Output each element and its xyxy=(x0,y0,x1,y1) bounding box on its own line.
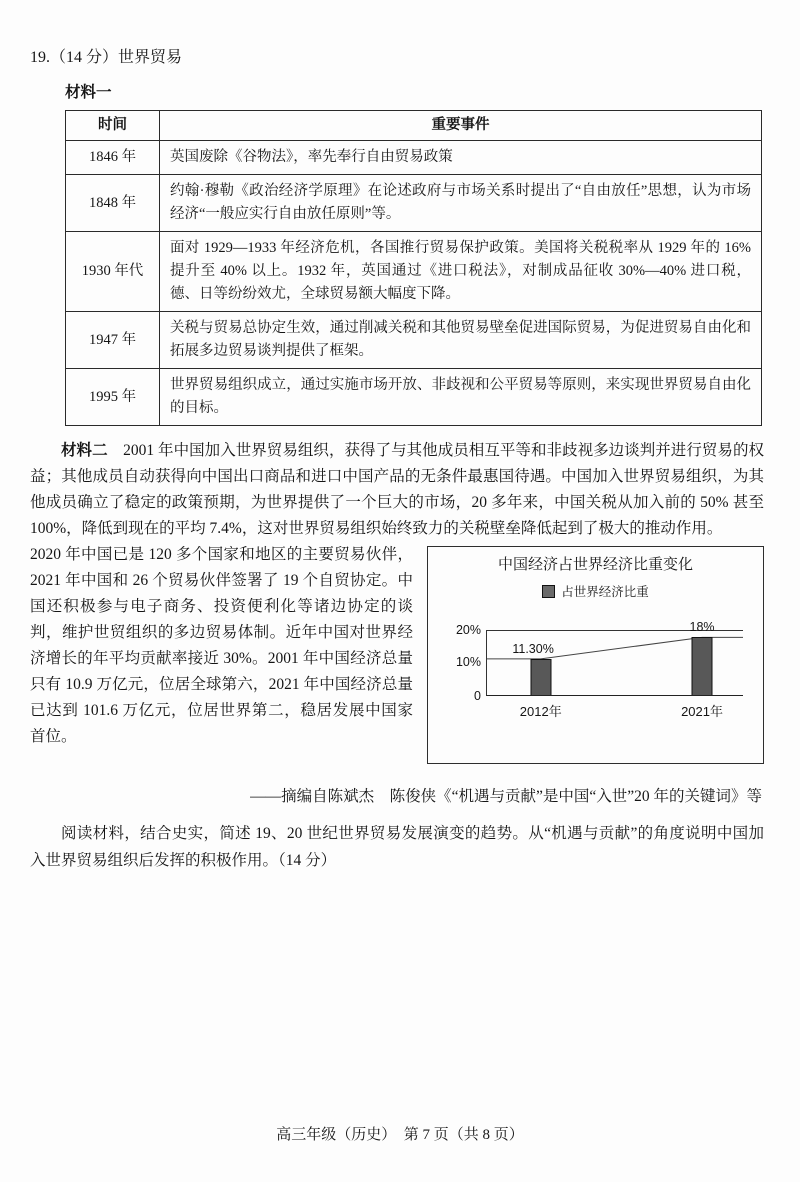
y-axis-tick: 20% xyxy=(455,623,481,637)
material-two-label: 材料二 xyxy=(61,442,108,459)
x-axis-label: 2012年 xyxy=(519,704,562,719)
bar-value-label: 18% xyxy=(689,620,715,635)
bar-2012 xyxy=(530,659,551,695)
table-row xyxy=(66,312,762,369)
source-attribution: ——摘编自陈斌杰 陈俊侠《“机遇与贡献”是中国“入世”20 年的关键词》等 xyxy=(250,788,762,805)
table-row xyxy=(66,232,762,312)
y-axis-tick: 10% xyxy=(455,655,481,669)
chart-legend xyxy=(442,582,749,600)
time-cell: 1995 年 xyxy=(66,369,160,426)
time-cell: 1848 年 xyxy=(66,175,160,232)
time-cell: 1947 年 xyxy=(66,312,160,369)
x-axis-label: 2021年 xyxy=(681,704,723,719)
table-header-row xyxy=(66,111,762,141)
chart-plot-area xyxy=(455,620,743,719)
table-row xyxy=(66,369,762,426)
question-header: 19.（14 分）世界贸易 xyxy=(30,49,183,66)
material-two-paragraph-1 xyxy=(30,438,764,542)
bar-2021 xyxy=(692,637,713,695)
event-cell: 英国废除《谷物法》，率先奉行自由贸易政策 xyxy=(160,141,762,175)
material-two-flow xyxy=(30,542,764,770)
bar-value-label: 11.30% xyxy=(512,641,554,656)
y-axis-tick: 0 xyxy=(474,689,481,703)
material-one-label: 材料一 xyxy=(65,84,112,101)
table-header-time: 时间 xyxy=(66,111,160,141)
table-row xyxy=(66,175,762,232)
material-two-paragraph-2: 2020 年中国已是 120 多个国家和地区的主要贸易伙伴，2021 年中国和 26 个贸易伙伴签署了 19 个自贸协定。中国还积极参与电子商务、投资便利化等诸边协定的谈判，维护世贸组织的多边贸易体制。近年中国对世界经济增长的年平均贡献率接近 30%。2001 年中国经济总量只有 10.9 万亿元，位居全球第六，2021 年中国经济总量已达到 101.6 万亿元，位居世界第二，稳居发展中国家首位。 xyxy=(30,546,413,745)
page-footer: 高三年级（历史） 第 7 页（共 8 页） xyxy=(276,1127,524,1143)
time-cell: 1846 年 xyxy=(66,141,160,175)
question-text: 阅读材料，结合史实，简述 19、20 世纪世界贸易发展演变的趋势。从“机遇与贡献”的角度说明中国加入世界贸易组织后发挥的积极作用。（14 分） xyxy=(30,825,764,869)
table-row xyxy=(66,141,762,175)
legend-label: 占世界经济比重 xyxy=(561,585,649,599)
event-cell: 约翰·穆勒《政治经济学原理》在论述政府与市场关系时提出了“自由放任”思想，认为市场经济“一般应实行自由放任原则”等。 xyxy=(160,175,762,232)
event-cell: 世界贸易组织成立，通过实施市场开放、非歧视和公平贸易等原则，来实现世界贸易自由化的目标。 xyxy=(160,369,762,426)
legend-swatch-icon xyxy=(542,585,555,598)
chart-title: 中国经济占世界经济比重变化 xyxy=(497,556,693,573)
events-table xyxy=(65,110,762,426)
event-cell: 面对 1929—1933 年经济危机，各国推行贸易保护政策。美国将关税税率从 1929 年的 16% 提升至 40% 以上。1932 年，英国通过《进口税法》，对制成品征收 30%—40% 进口税，德、日等纷纷效尤，全球贸易额大幅度下降。 xyxy=(160,232,762,312)
table-header-event: 重要事件 xyxy=(160,111,762,141)
event-cell: 关税与贸易总协定生效，通过削减关税和其他贸易壁垒促进国际贸易，为促进贸易自由化和拓展多边贸易谈判提供了框架。 xyxy=(160,312,762,369)
economy-share-chart xyxy=(427,546,764,764)
material-one-label-row xyxy=(65,80,764,102)
material-two-text-1: 2001 年中国加入世界贸易组织，获得了与其他成员相互平等和非歧视多边谈判并进行贸易的权益；其他成员自动获得向中国出口商品和进口中国产品的无条件最惠国待遇。中国加入世界贸易组织，为其他成员确立了稳定的政策预期，为世界提供了一个巨大的市场，20 多年来，中国关税从加入前的 50% 甚至 100%，降低到现在的平均 7.4%，这对世界贸易组织始终致力的关税壁垒降低起到了极大的推动作用。 xyxy=(30,442,764,537)
time-cell: 1930 年代 xyxy=(66,232,160,312)
